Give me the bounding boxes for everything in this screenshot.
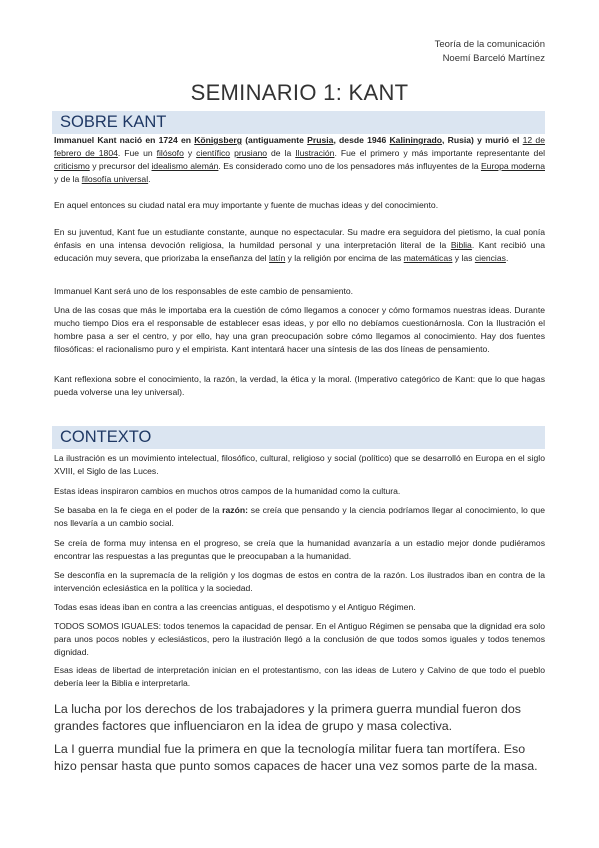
- link-konigsberg[interactable]: Königsberg: [194, 135, 242, 145]
- sobre-kant-paragraph-5: Una de las cosas que más le importaba era la cuestión de cómo llegamos a conocer y cómo formamos nuestras ideas. Durante mucho tiempo Dios era el responsable de establecer esas ideas, y por ello no debíamos cuestionárnosla. Con la Ilustración el hombre pasa a ser el centro, y por ello, hay una gran preocupación sobre cómo llegamos al conocimiento. Hay dos fuentes filosóficas: el racionalismo puro y el empirista. Kant intentará hacer una síntesis de las dos líneas de pensamiento.: [54, 305, 545, 355]
- document-header: [435, 38, 545, 66]
- link-date[interactable]: 12 de febrero de 1804: [54, 135, 545, 159]
- text: En su juventud, Kant fue un estudiante constante, aunque no espectacular. Su madre era seguidora del pietismo, la cual ponía énfasis en una intensa devoción religiosa, la humildad personal y una interpretación literal de la: [54, 227, 545, 251]
- link-cientifico[interactable]: científico: [196, 148, 231, 159]
- link-idealismo-aleman[interactable]: idealismo alemán: [151, 161, 219, 172]
- link-europa-moderna[interactable]: Europa moderna: [480, 161, 545, 172]
- text: , Rusia) y murió el: [442, 135, 523, 145]
- text: . Es considerado como uno de los pensadores más influyentes de la: [218, 161, 481, 172]
- sobre-kant-paragraph-3: [54, 226, 545, 265]
- header-author: Noemí Barceló Martínez: [442, 53, 545, 64]
- text: Se basaba en la fe ciega en el poder de la: [54, 505, 223, 515]
- text: y las: [452, 253, 475, 264]
- text: (antiguamente: [241, 135, 308, 145]
- link-criticismo[interactable]: criticismo: [54, 161, 90, 172]
- link-filosofia-universal[interactable]: filosofía universal: [81, 174, 149, 185]
- link-ilustracion[interactable]: Ilustración: [295, 148, 335, 159]
- sobre-kant-paragraph-2: En aquel entonces su ciudad natal era muy importante y fuente de muchas ideas y del conocimiento.: [54, 200, 439, 210]
- link-prusia[interactable]: Prusia: [307, 135, 334, 145]
- contexto-paragraph-5: Se desconfía en la supremacía de la religión y los dogmas de estos en contra de la razón. Los ilustrados iban en contra de la intervención eclesiástica en la política y la sociedad.: [54, 570, 545, 594]
- link-matematicas[interactable]: matemáticas: [403, 253, 453, 264]
- sobre-kant-paragraph-6: Kant reflexiona sobre el conocimiento, la razón, la verdad, la ética y la moral. (Imperativo categórico de Kant: que lo que hagas pueda volverse una ley universal).: [54, 374, 545, 398]
- text: . Kant recibió una educación muy severa, que priorizaba la enseñanza del: [54, 240, 545, 264]
- contexto-paragraph-7: TODOS SOMOS IGUALES: todos tenemos la capacidad de pensar. En el Antiguo Régimen se pensaba que la dignidad era solo para unos pocos nobles y eclesiásticos, pero la ilustración llegó a la conclusión de que todos somos iguales y todos tenemos dignidad.: [54, 621, 545, 658]
- page-title: SEMINARIO 1: KANT: [190, 80, 409, 105]
- contexto-paragraph-3: [54, 504, 545, 530]
- text: y precursor del: [89, 161, 152, 172]
- contexto-paragraph-6: Todas esas ideas iban en contra a las creencias antiguas, el despotismo y el Antiguo Régimen.: [54, 602, 416, 612]
- text: .: [505, 253, 509, 264]
- link-biblia[interactable]: Biblia: [450, 240, 472, 251]
- text: , desde 1946: [333, 135, 390, 145]
- contexto-paragraph-8: Esas ideas de libertad de interpretación inician en el protestantismo, con las ideas de Lutero y Calvino de que todo el pueblo debería leer la Biblia e interpretarla.: [54, 665, 545, 689]
- text: y: [183, 148, 197, 159]
- text: Immanuel Kant nació en 1724 en: [54, 135, 195, 145]
- text: . Fue un: [117, 148, 157, 159]
- sobre-kant-paragraph-4: Immanuel Kant será uno de los responsables de este cambio de pensamiento.: [54, 286, 354, 296]
- contexto-paragraph-9: La lucha por los derechos de los trabajadores y la primera guerra mundial fueron dos grandes factores que influenciaron en la idea de grupo y masa colectiva.: [54, 702, 521, 733]
- link-ciencias[interactable]: ciencias: [474, 253, 506, 264]
- section-heading-sobre-kant: SOBRE KANT: [52, 111, 545, 134]
- contexto-paragraph-10: La I guerra mundial fue la primera en que la tecnología militar fuera tan mortífera. Eso hizo pensar hasta que punto somos capaces de hacer una vez somos parte de la masa.: [54, 742, 538, 773]
- link-filosofo[interactable]: filósofo: [156, 148, 184, 159]
- text: . Fue el primero y más importante representante del: [334, 148, 546, 159]
- link-prusiano[interactable]: prusiano: [234, 148, 268, 159]
- text: y de la: [54, 174, 82, 185]
- bold-razon: razón:: [222, 505, 248, 515]
- contexto-paragraph-4: Se creía de forma muy intensa en el progreso, se creía que la humanidad avanzaría a un estadio mejor donde pudiéramos encontrar las respuestas a las preguntas que le preocupaban a la humanidad.: [54, 538, 545, 562]
- link-latin[interactable]: latín: [268, 253, 286, 264]
- text: y la religión por encima de las: [285, 253, 404, 264]
- text: de la: [267, 148, 296, 159]
- text: .: [148, 174, 151, 185]
- text: se creía que pensando y la ciencia podríamos llegar al conocimiento, lo que nos llevaría a un cambio social.: [54, 505, 545, 529]
- link-kaliningrado[interactable]: Kaliningrado: [389, 135, 442, 145]
- header-course: Teoría de la comunicación: [434, 39, 545, 50]
- contexto-paragraph-2: Estas ideas inspiraron cambios en muchos otros campos de la humanidad como la cultura.: [54, 486, 401, 496]
- sobre-kant-paragraph-1: [54, 134, 545, 186]
- contexto-paragraph-1: La ilustración es un movimiento intelectual, filosófico, cultural, religioso y social (político) que se desarrolló en Europa en el siglo XVIII, el Siglo de las Luces.: [54, 453, 545, 477]
- section-heading-contexto: CONTEXTO: [52, 426, 545, 449]
